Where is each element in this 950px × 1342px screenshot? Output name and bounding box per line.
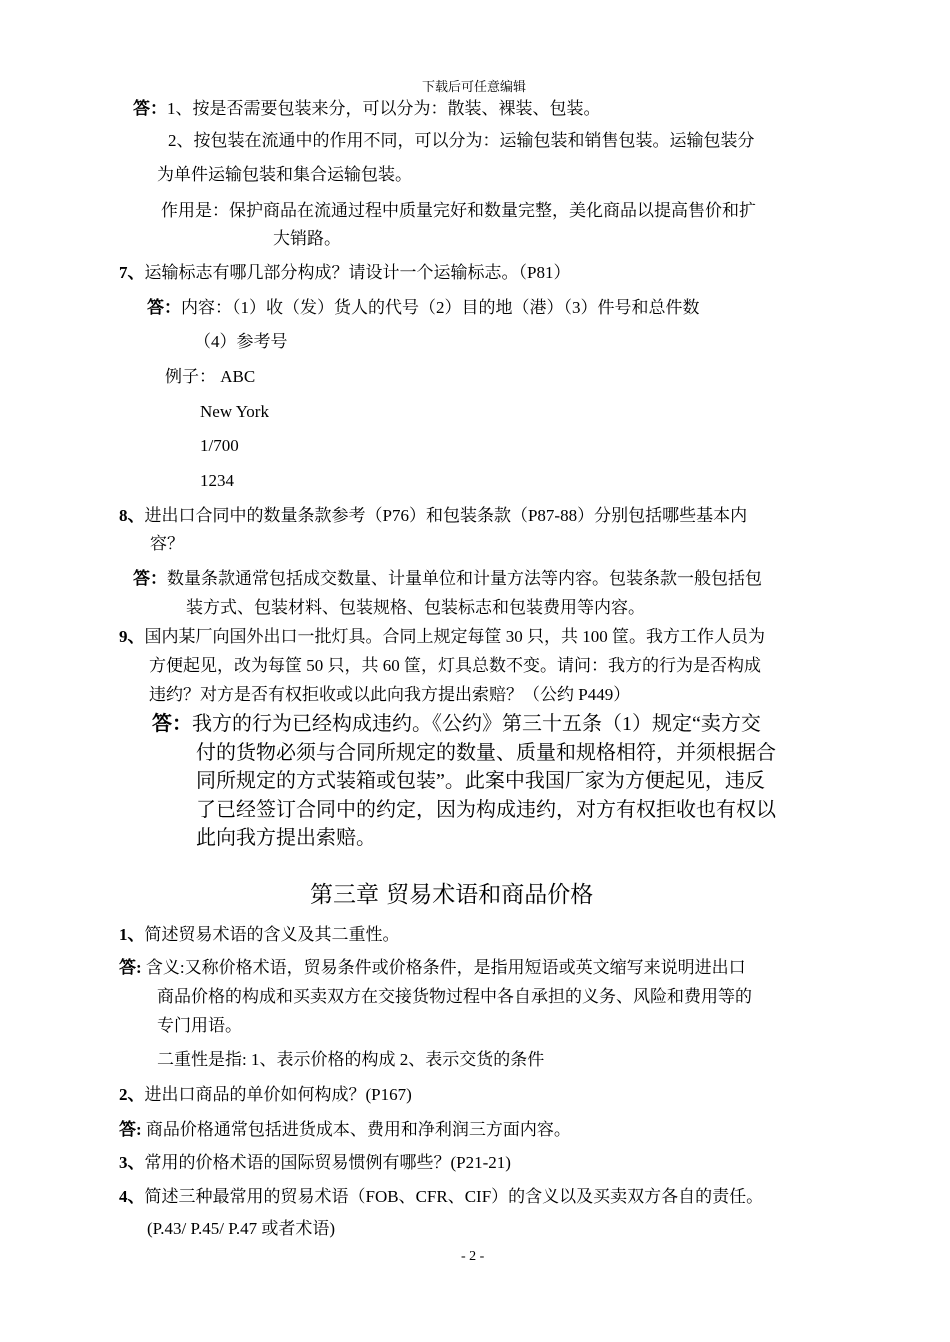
- question-line: [119, 924, 400, 946]
- line-text: 1、按是否需要包装来分，可以分为：散装、裸装、包装。: [167, 99, 601, 118]
- text-line: 付的货物必须与合同所规定的数量、质量和规格相符，并须根据合: [196, 742, 776, 764]
- text-line: 2、按包装在流通中的作用不同，可以分为：运输包装和销售包装。运输包装分: [168, 131, 755, 150]
- question-number: 4、: [119, 1187, 145, 1206]
- question-line: [119, 1186, 763, 1208]
- line-text: 数量条款通常包括成交数量、计量单位和计量方法等内容。包装条款一般包括包: [167, 569, 762, 588]
- answer-line: [152, 711, 761, 737]
- text-line: New York: [200, 402, 269, 421]
- question-number: 9、: [119, 627, 145, 646]
- question-line: [119, 505, 747, 527]
- text-line: 方便起见，改为每筐 50 只，共 60 筐，灯具总数不变。请问：我方的行为是否构成: [149, 656, 761, 675]
- text-line: 作用是：保护商品在流通过程中质量完好和数量完整，美化商品以提高售价和扩: [161, 201, 756, 220]
- text-line: (P.43/ P.45/ P.47 或者术语): [147, 1219, 335, 1238]
- answer-line: [133, 98, 601, 120]
- text-line: 大销路。: [273, 229, 341, 248]
- text-line: 此向我方提出索赔。: [196, 827, 376, 849]
- line-text: 国内某厂向国外出口一批灯具。合同上规定每筐 30 只，共 100 筐。我方工作人员为: [144, 627, 765, 646]
- chapter-title: 第三章 贸易术语和商品价格: [310, 882, 594, 908]
- question-number: 1、: [119, 925, 145, 944]
- text-line: 容？: [150, 534, 184, 553]
- line-text: 商品价格通常包括进货成本、费用和净利润三方面内容。: [141, 1120, 571, 1139]
- question-number: 3、: [119, 1153, 145, 1172]
- line-text: 简述三种最常用的贸易术语（FOB、CFR、CIF）的含义以及买卖双方各自的责任。: [144, 1187, 764, 1206]
- page-header: 下载后可任意编辑: [422, 79, 527, 94]
- line-text: 简述贸易术语的含义及其二重性。: [144, 925, 400, 944]
- answer-line: [147, 297, 700, 319]
- text-line: 1234: [200, 471, 234, 490]
- question-line: [119, 1152, 511, 1174]
- text-line: 二重性是指: 1、表示价格的构成 2、表示交货的条件: [157, 1050, 545, 1069]
- line-text: 运输标志有哪几部分构成？请设计一个运输标志。（P81）: [144, 263, 571, 282]
- question-line: [119, 626, 765, 648]
- text-line: 了已经签订合同中的约定，因为构成违约，对方有权拒收也有权以: [196, 799, 776, 821]
- answer-line: [119, 1119, 571, 1141]
- text-line: 违约？对方是否有权拒收或以此向我方提出索赔？（公约 P449）: [149, 685, 631, 704]
- question-number: 8、: [119, 506, 145, 525]
- text-line: 1/700: [200, 436, 239, 455]
- answer-line: [119, 957, 746, 979]
- answer-label: 答：: [133, 99, 167, 118]
- answer-label: 答:: [119, 1120, 142, 1139]
- answer-label: 答：: [133, 569, 167, 588]
- question-number: 7、: [119, 263, 145, 282]
- answer-label: 答：: [152, 713, 192, 735]
- answer-line: [133, 568, 762, 590]
- text-line: 为单件运输包装和集合运输包装。: [157, 165, 412, 184]
- text-line: 装方式、包装材料、包装规格、包装标志和包装费用等内容。: [186, 598, 645, 617]
- text-line: （4）参考号: [194, 332, 288, 351]
- answer-label: 答：: [147, 298, 181, 317]
- line-text: 含义:又称价格术语，贸易条件或价格条件，是指用短语或英文缩写来说明进出口: [141, 958, 746, 977]
- line-text: 常用的价格术语的国际贸易惯例有哪些？(P21-21): [144, 1153, 511, 1172]
- line-text: 我方的行为已经构成违约。《公约》第三十五条（1）规定“卖方交: [192, 713, 761, 735]
- page-number: - 2 -: [461, 1249, 485, 1264]
- question-line: [119, 262, 570, 284]
- text-line: 同所规定的方式装箱或包装”。此案中我国厂家为方便起见，违反: [196, 770, 765, 792]
- text-line: 商品价格的构成和买卖双方在交接货物过程中各自承担的义务、风险和费用等的: [157, 987, 752, 1006]
- line-text: 内容：（1）收（发）货人的代号（2）目的地（港）（3）件号和总件数: [181, 298, 700, 317]
- text-line: 专门用语。: [157, 1016, 242, 1035]
- question-number: 2、: [119, 1085, 145, 1104]
- answer-label: 答:: [119, 958, 142, 977]
- text-line: 例子： ABC: [165, 367, 256, 386]
- line-text: 进出口合同中的数量条款参考（P76）和包装条款（P87-88）分别包括哪些基本内: [144, 506, 748, 525]
- question-line: [119, 1084, 412, 1106]
- line-text: 进出口商品的单价如何构成？(P167): [144, 1085, 412, 1104]
